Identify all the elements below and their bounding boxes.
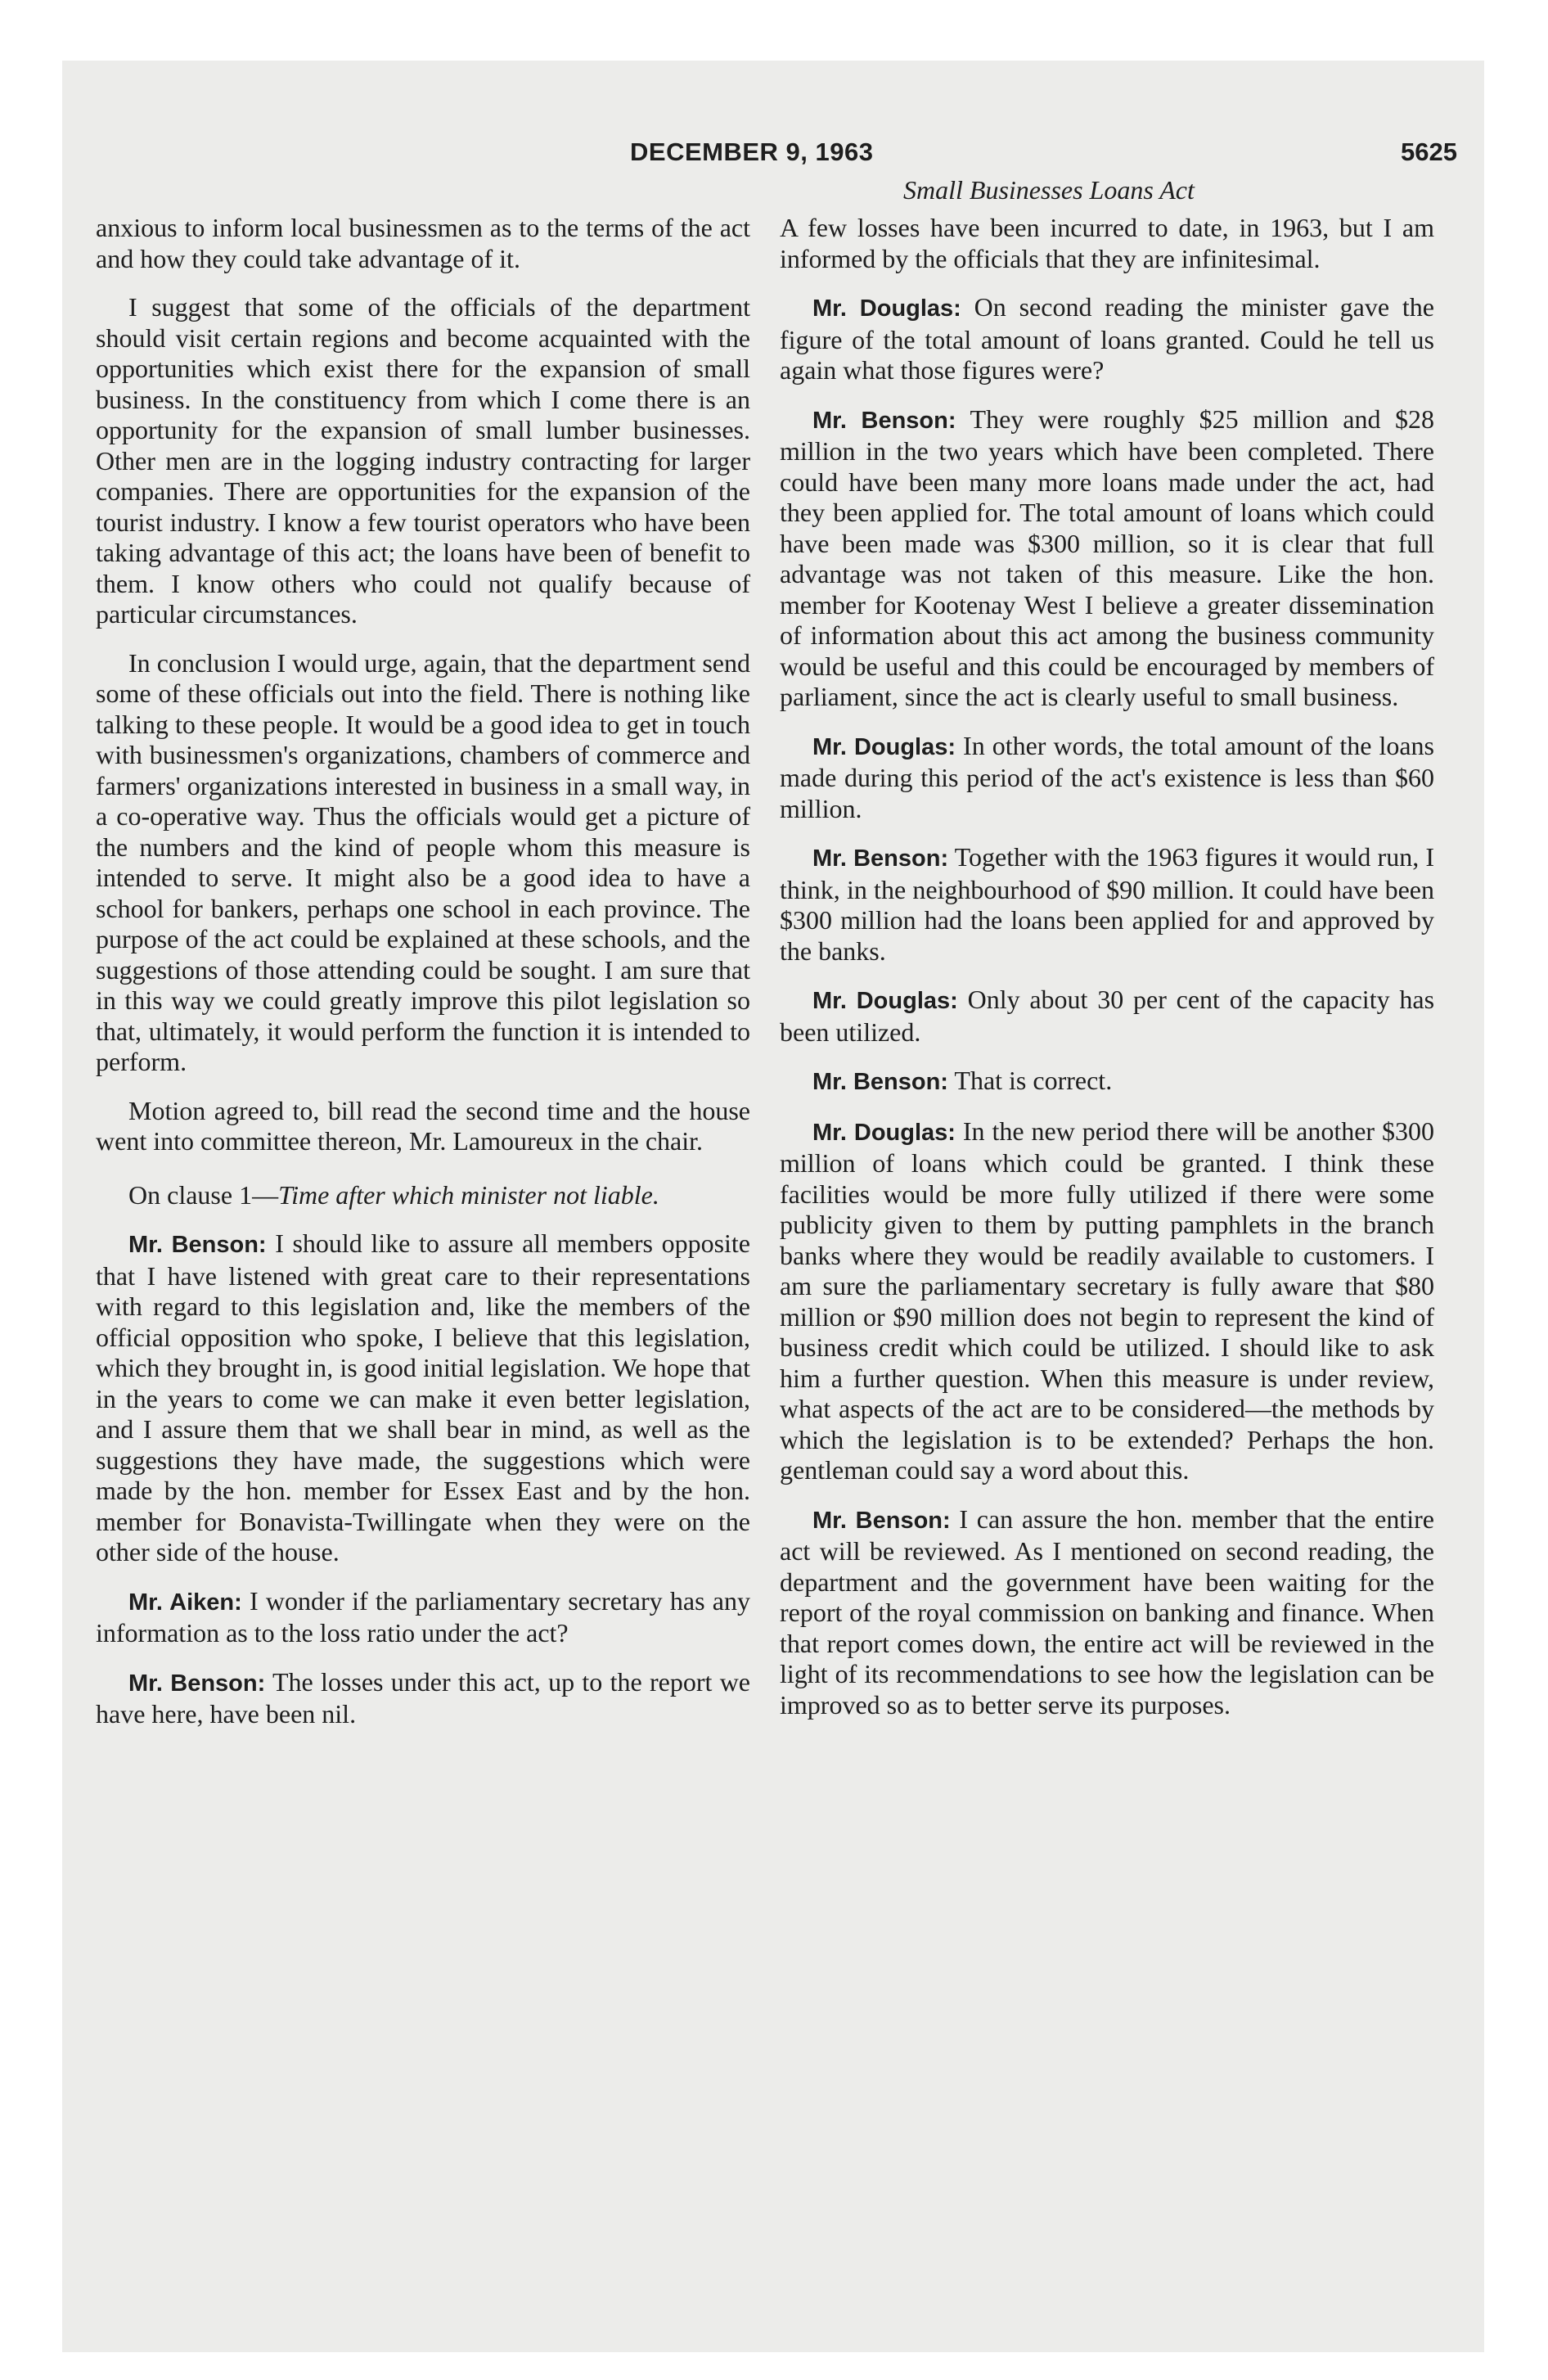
- speech: [780, 985, 1434, 1048]
- speech: [96, 1667, 750, 1730]
- speech: [96, 1586, 750, 1649]
- speech-text: Together with the 1963 figures it would run, I think, in the neighbourhood of $90 million. It could have been $300 million had the loans been applied for and approved by the banks.: [780, 842, 1434, 966]
- paragraph: A few losses have been incurred to date, in 1963, but I am informed by the officials that they are infinitesimal.: [780, 213, 1434, 273]
- speech-text: I can assure the hon. member that the entire act will be reviewed. As I mentioned on second reading, the department and the government have been waiting for the report of the royal commission on banking and finance. When that report comes down, the entire act will be reviewed in the light of its recommendations to see how the legislation can be improved so as to better serve its purposes.: [780, 1503, 1434, 1720]
- speech-text: In other words, the total amount of the loans made during this period of the act's existence is less than $60 million.: [780, 730, 1435, 823]
- speech-text: That is correct.: [954, 1066, 1113, 1095]
- clause-prefix: On clause 1—: [128, 1179, 279, 1210]
- running-head: Small Businesses Loans Act: [903, 175, 1195, 205]
- speaker-name: Mr. Douglas:: [812, 733, 956, 760]
- speech: [780, 731, 1434, 825]
- right-column: [780, 213, 1434, 1738]
- speech: [780, 1504, 1434, 1721]
- speaker-name: Mr. Aiken:: [128, 1589, 242, 1616]
- left-column: [96, 213, 750, 1748]
- clause-heading: [96, 1180, 750, 1211]
- speech-text: Only about 30 per cent of the capacity has been utilized.: [780, 985, 1435, 1047]
- page-number: 5625: [1401, 137, 1457, 166]
- speech-text: In the new period there will be another $300 million of loans which could be granted. I think these facilities would be more fully utilized if there were some publicity given to them by putting pamphlets in the branch banks where they would be readily available to customers. I am sure the parliamentary secretary is fully aware that $80 million or $90 million does not begin to represent the kind of business credit which could be utilized. I should like to ask him a further question. When this measure is under review, what aspects of the act are to be considered—the methods by which the legislation is to be extended? Perhaps the hon. gentleman could say a word about this.: [780, 1116, 1435, 1485]
- speech: [780, 842, 1434, 967]
- speech-text: The losses under this act, up to the report we have here, have been nil.: [96, 1666, 751, 1729]
- speech-text: I should like to assure all members opposite that I have listened with great care to their representations with regard to this legislation and, like the members of the official opposition who spoke, I believe that this legislation, which they brought in, is good initial legislation. We hope that in the years to come we can make it even better legislation, and I assure them that we shall bear in mind, as well as the suggestions they have made, the suggestions which were made by the hon. member for Essex East and by the hon. member for Bonavista-Twillingate when they were on the other side of the house.: [96, 1228, 751, 1566]
- page-date: DECEMBER 9, 1963: [630, 137, 874, 166]
- speech: [96, 1228, 750, 1568]
- speaker-name: Mr. Douglas:: [812, 295, 961, 322]
- speaker-name: Mr. Benson:: [812, 845, 949, 872]
- speaker-name: Mr. Benson:: [812, 407, 956, 434]
- paragraph: I suggest that some of the officials of the department should visit certain regions and become acquainted with the opportunities which exist there for the expansion of small business. In the constituency from which I come there is an opportunity for the expansion of small lumber businesses. Other men are in the logging industry contracting for larger companies. There are opportunities for the expansion of the tourist industry. I know a few tourist operators who have been taking advantage of this act; the loans have been of benefit to them. I know others who could not qualify because of particular circumstances.: [96, 292, 750, 629]
- speech: [780, 1066, 1434, 1098]
- clause-title: Time after which minister not liable.: [278, 1179, 659, 1210]
- speaker-name: Mr. Benson:: [128, 1670, 266, 1697]
- paragraph: In conclusion I would urge, again, that the department send some of these officials out into the field. There is nothing like talking to these people. It would be a good idea to get in touch with businessmen's organizations, chambers of commerce and farmers' organizations interested in business in a small way, in a co-operative way. Thus the officials would get a picture of the numbers and the kind of people whom this measure is intended to serve. It might also be a good idea to have a school for bankers, perhaps one school in each province. The purpose of the act could be explained at these schools, and the suggestions of those attending could be sought. I am sure that in this way we could greatly improve this pilot legislation so that, ultimately, it would perform the function it is intended to perform.: [96, 647, 750, 1076]
- speaker-name: Mr. Douglas:: [812, 988, 958, 1014]
- speaker-name: Mr. Benson:: [812, 1507, 951, 1534]
- speaker-name: Mr. Douglas:: [812, 1119, 956, 1146]
- speaker-name: Mr. Benson:: [128, 1232, 267, 1258]
- motion-note: Motion agreed to, bill read the second time and the house went into committee thereon, Mr. Lamoureux in the chair.: [96, 1095, 750, 1156]
- speech-text: They were roughly $25 million and $28 million in the two years which have been completed. There could have been many more loans made under the act, had they been applied for. The total amount of loans which could have been made was $300 million, so it is clear that full advantage was not taken of this measure. Like the hon. member for Kootenay West I believe a greater dissemination of information about this act among the business community would be useful and this could be encouraged by members of parliament, since the act is clearly useful to small business.: [780, 403, 1435, 711]
- speech: [780, 1116, 1434, 1486]
- speech: [780, 292, 1434, 386]
- speech: [780, 404, 1434, 713]
- speech-text: I wonder if the parliamentary secretary has any information as to the loss ratio under the act?: [96, 1585, 751, 1648]
- paragraph: anxious to inform local businessmen as to the terms of the act and how they could take advantage of it.: [96, 213, 750, 273]
- speaker-name: Mr. Benson:: [812, 1069, 948, 1095]
- speech-text: On second reading the minister gave the figure of the total amount of loans granted. Could he tell us again what those figures were?: [780, 292, 1435, 385]
